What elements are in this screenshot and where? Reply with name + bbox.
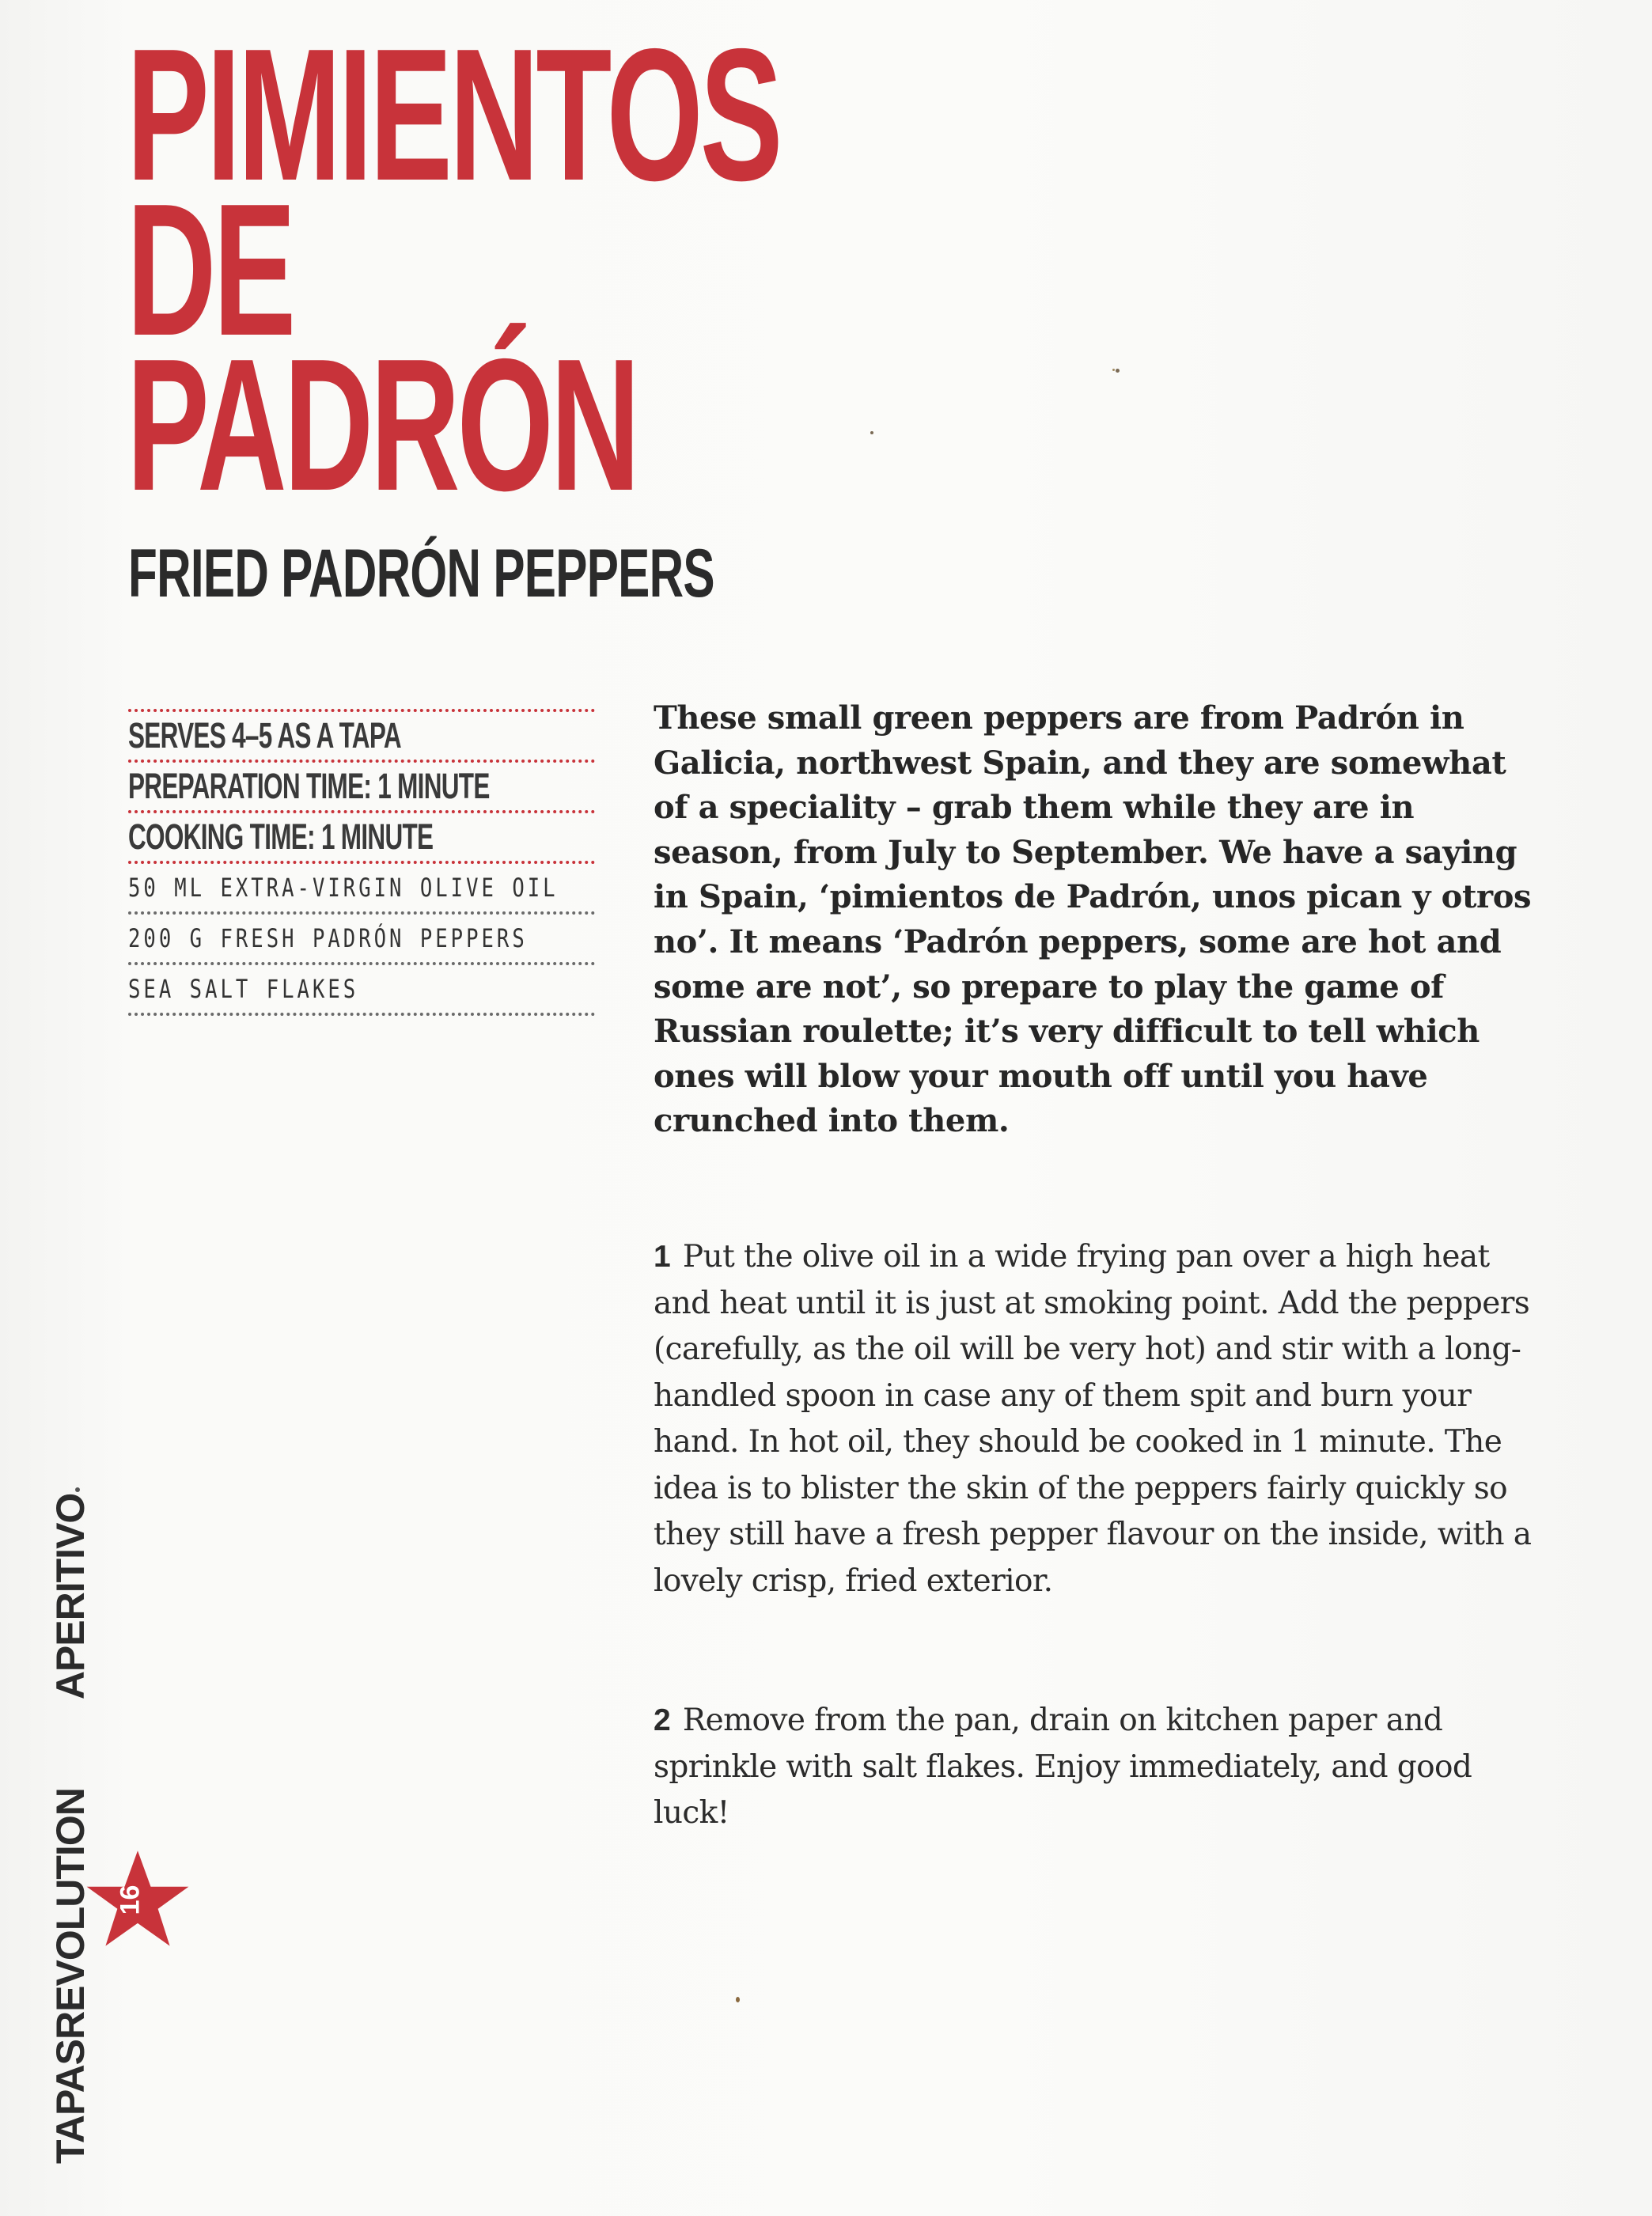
step-text: Remove from the pan, drain on kitchen paper and sprinkle with salt flakes. Enjoy immediately, and good luck! xyxy=(654,1703,1472,1831)
recipe-intro: These small green peppers are from Padrón in Galicia, northwest Spain, and they are somewhat of a speciality – grab them while they are in season, from July to September. We have a saying in Spain, ‘pimientos de Padrón, unos pican y otros no’. It means ‘Padrón peppers, some are hot and some are not’, so prepare to play the game of Russian roulette; it’s very difficult to tell which ones will blow your mouth off until you have crunched into them. xyxy=(654,699,1532,1140)
title-line-3: PADRÓN xyxy=(127,320,638,530)
paper-speck xyxy=(736,1997,740,2002)
spine-label xyxy=(47,1494,93,2164)
method-step-1 xyxy=(654,1234,1532,1604)
ingredient-item xyxy=(128,915,595,965)
step-text: Put the olive oil in a wide frying pan over a high heat and heat until it is just at smoking point. Add the peppers (carefully, as the oil will be very hot) and stir with a long-handled spoon in case any of them spit and burn your hand. In hot oil, they should be cooked in 1 minute. The idea is to blister the skin of the peppers fairly quickly so they still have a fresh pepper flavour on the inside, with a lovely crisp, fried exterior. xyxy=(654,1239,1532,1599)
title-line-1: PIMIENTOS xyxy=(127,10,780,220)
recipe-info-list xyxy=(128,709,595,1016)
recipe-subtitle: FRIED PADRÓN PEPPERS xyxy=(128,536,714,612)
paper-speck xyxy=(75,1487,80,1492)
serves-row xyxy=(128,712,595,763)
ingredient-item xyxy=(128,864,595,915)
method-step-2 xyxy=(654,1698,1532,1837)
ingredient-olive-oil: 50 ML EXTRA-VIRGIN OLIVE OIL xyxy=(128,873,559,903)
preparation-time-text: PREPARATION TIME: 1 MINUTE xyxy=(128,766,490,806)
paper-speck xyxy=(1112,369,1115,371)
serves-text: SERVES 4–5 AS A TAPA xyxy=(128,715,401,756)
page-number: 16 xyxy=(115,1885,146,1915)
ingredient-salt: SEA SALT FLAKES xyxy=(128,974,359,1004)
paper-speck xyxy=(1116,369,1120,373)
cooking-time-text: COOKING TIME: 1 MINUTE xyxy=(128,816,434,857)
step-number: 2 xyxy=(654,1703,671,1737)
title-line-2: DE xyxy=(127,165,294,375)
preparation-time-row xyxy=(128,763,595,813)
recipe-title xyxy=(127,10,780,530)
section-name: APERITIVO xyxy=(48,1493,93,1700)
step-number: 1 xyxy=(654,1240,671,1274)
page-spine xyxy=(47,1493,190,2164)
ingredient-item xyxy=(128,965,595,1016)
ingredient-peppers: 200 G FRESH PADRÓN PEPPERS xyxy=(128,923,528,953)
book-brand: TAPASREVOLUTION xyxy=(48,1788,93,2164)
cooking-time-row xyxy=(128,813,595,864)
paper-speck xyxy=(870,431,873,434)
